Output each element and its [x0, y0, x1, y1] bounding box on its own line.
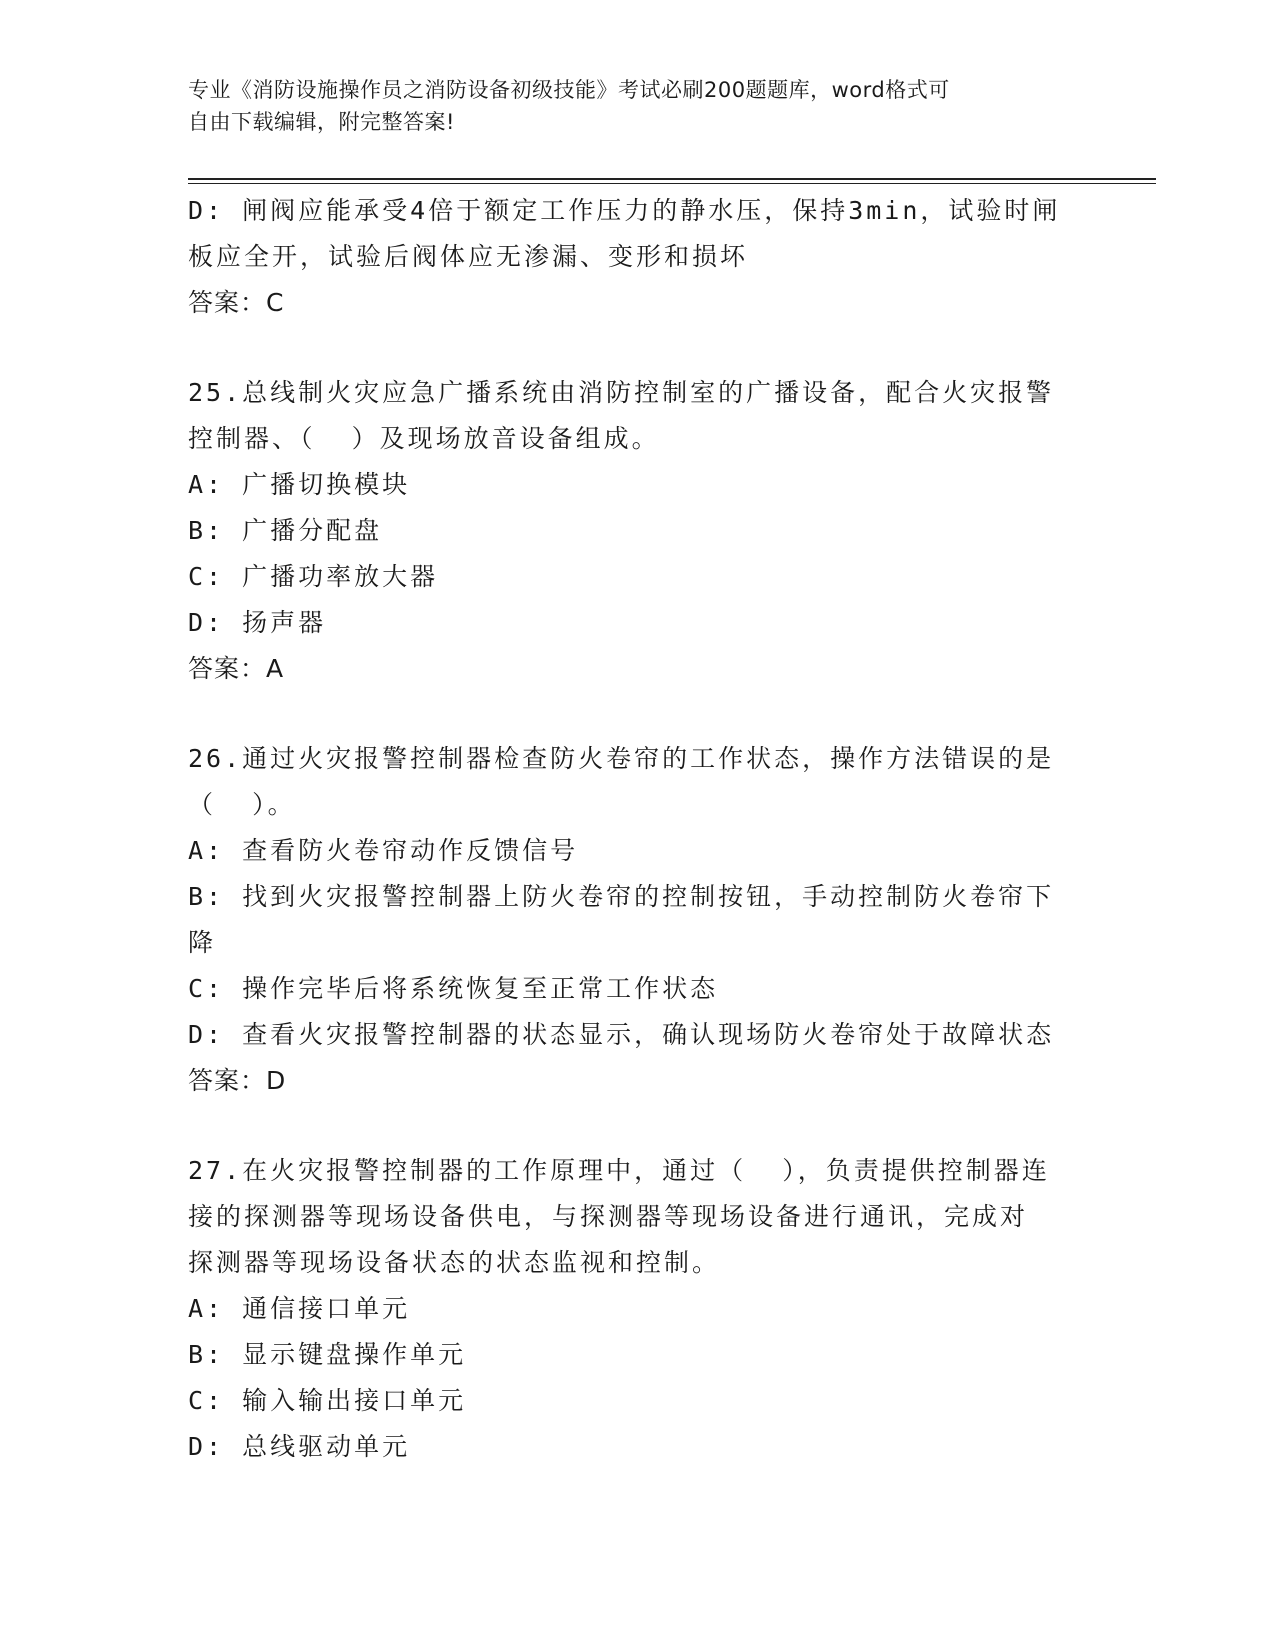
answer-line: 答案：A — [188, 654, 285, 683]
option-d: D: 查看火灾报警控制器的状态显示，确认现场防火卷帘处于故障状态 — [188, 1020, 1055, 1049]
header-title-line-1: 专业《消防设施操作员之消防设备初级技能》考试必刷200题题库，word格式可 — [188, 78, 950, 102]
question-stem-line-2: 控制器、（ ）及现场放音设备组成。 — [188, 424, 660, 453]
header-divider-thin — [188, 183, 1156, 184]
option-a: A: 广播切换模块 — [188, 470, 411, 499]
question-stem-line-2: （ ）。 — [188, 790, 296, 819]
option-a: A: 查看防火卷帘动作反馈信号 — [188, 836, 579, 865]
option-d: D: 扬声器 — [188, 608, 327, 637]
question-26 — [188, 736, 1088, 1104]
question-25 — [188, 370, 1088, 692]
option-d: D: 总线驱动单元 — [188, 1432, 411, 1461]
option-b: B: 显示键盘操作单元 — [188, 1340, 467, 1369]
question-stem-line-1: 25.总线制火灾应急广播系统由消防控制室的广播设备，配合火灾报警 — [188, 378, 1055, 407]
document-header — [188, 74, 1068, 138]
answer-line: 答案：D — [188, 1066, 287, 1095]
previous-question-tail — [188, 188, 1088, 326]
option-d-line-2: 板应全开，试验后阀体应无渗漏、变形和损坏 — [188, 242, 749, 271]
question-stem-line-2: 接的探测器等现场设备供电，与探测器等现场设备进行通讯，完成对 — [188, 1202, 1029, 1231]
option-c: C: 输入输出接口单元 — [188, 1386, 467, 1415]
header-divider-thick — [188, 178, 1156, 180]
spacer — [188, 692, 1088, 736]
option-c: C: 操作完毕后将系统恢复至正常工作状态 — [188, 974, 719, 1003]
option-d-line-1: D: 闸阀应能承受4倍于额定工作压力的静水压，保持3min，试验时闸 — [188, 196, 1061, 225]
question-stem-line-1: 26.通过火灾报警控制器检查防火卷帘的工作状态，操作方法错误的是 — [188, 744, 1055, 773]
spacer — [188, 1104, 1088, 1148]
question-stem-line-3: 探测器等现场设备状态的状态监视和控制。 — [188, 1248, 721, 1277]
option-b-line-1: B: 找到火灾报警控制器上防火卷帘的控制按钮，手动控制防火卷帘下 — [188, 882, 1055, 911]
spacer — [188, 326, 1088, 370]
question-27 — [188, 1148, 1088, 1470]
header-title-line-2: 自由下载编辑，附完整答案! — [188, 110, 455, 134]
question-content — [188, 188, 1088, 1470]
option-b: B: 广播分配盘 — [188, 516, 383, 545]
option-c: C: 广播功率放大器 — [188, 562, 439, 591]
question-stem-line-1: 27.在火灾报警控制器的工作原理中，通过（ ），负责提供控制器连 — [188, 1156, 1050, 1185]
option-b-line-2: 降 — [188, 928, 217, 957]
answer-line: 答案：C — [188, 288, 285, 317]
option-a: A: 通信接口单元 — [188, 1294, 411, 1323]
